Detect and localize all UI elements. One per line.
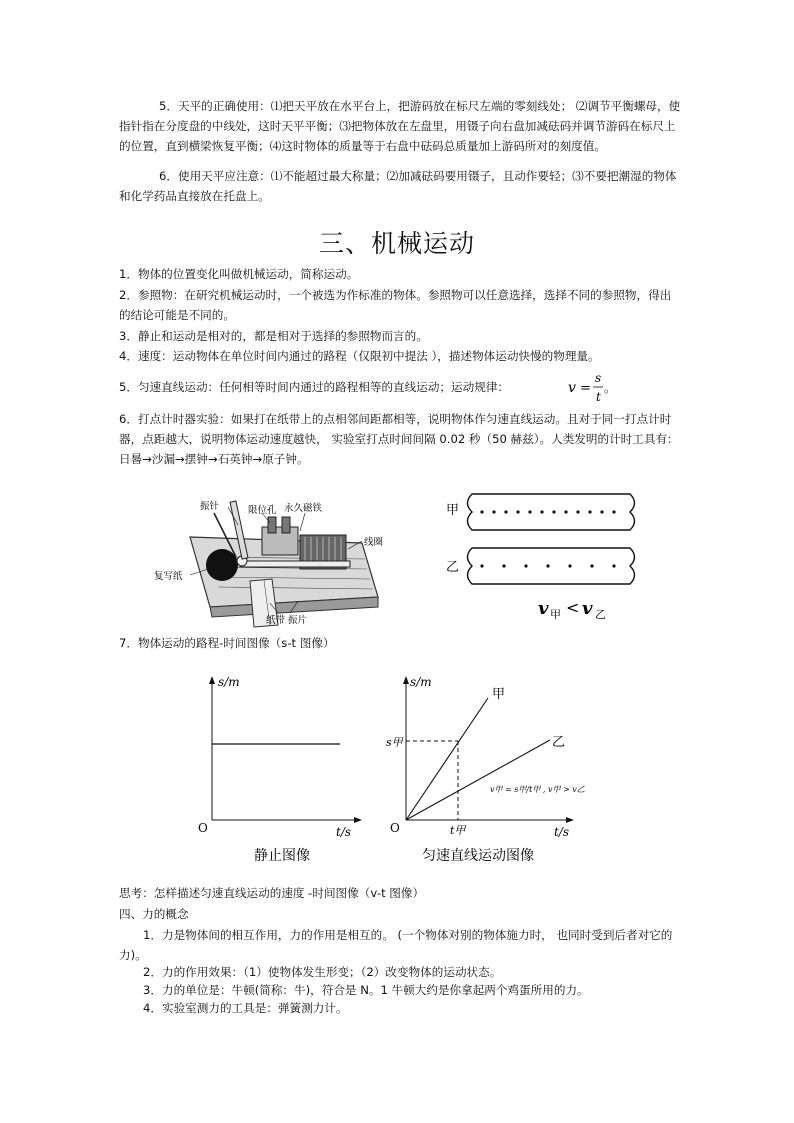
speed-formula (564, 370, 624, 410)
static-x-arrow (354, 817, 362, 823)
uniform-origin: O (390, 821, 400, 835)
paragraph-mechanical-motion: 1．物体的位置变化叫做机械运动，简称运动。 (119, 267, 359, 281)
section-title-force: 四、力的概念 (119, 907, 189, 921)
tape-yi (468, 548, 635, 584)
paragraph-reference-object: 2．参照物：在研究机械运动时，一个被选为作标准的物体。参照物可以任意选择，选择不同的参照物，得出的结论可能是不同的。 (119, 288, 672, 322)
uniform-caption: 匀速直线运动图像 (422, 848, 534, 864)
tape-compare-v2: v (582, 598, 593, 619)
formula-s: s (595, 371, 602, 385)
paragraph-relative-motion: 3．静止和运动是相对的，都是相对于选择的参照物而言的。 (119, 329, 428, 343)
label-paper-tape: 纸带 (266, 615, 286, 626)
tape-compare-sub1: 甲 (550, 608, 561, 621)
uniform-xlabel: t/s (554, 825, 570, 839)
static-ylabel: s/m (218, 675, 240, 689)
tape-label-jia: 甲 (446, 503, 460, 518)
uniform-st-graph (380, 670, 600, 870)
paragraph-st-graph: 7．物体运动的路程-时间图像（s-t 图像） (119, 636, 335, 650)
formula-t: t (596, 390, 601, 404)
mark-t-jia: t甲 (450, 824, 466, 837)
section-title-mechanical-motion: 三、机械运动 (318, 229, 475, 258)
static-caption: 静止图像 (254, 848, 310, 864)
paragraph-speed: 4．速度：运动物体在单位时间内通过的路程（仅限初中提法 ），描述物体运动快慢的物理量。 (119, 349, 600, 363)
label-limit-hole: 限位孔 (248, 505, 277, 516)
balance-notes-paragraph: 6．使用天平应注意：⑴不能超过最大称量；⑵加减砝码要用镊子，且动作要轻；⑶不要把潮湿的物体和化学药品直接放在托盘上。 (119, 169, 677, 203)
tape-label-yi: 乙 (446, 560, 460, 575)
paragraph-uniform-motion: 5．匀速直线运动：任何相等时间内通过的路程相等的直线运动；运动规律： (119, 380, 509, 394)
paragraph-force-interaction: 1．力是物体间的相互作用，力的作用是相互的。 (一个物体对别的物体施力时， 也同时受到后者对它的力)。 (119, 928, 673, 962)
balance-usage-paragraph: 5．天平的正确使用：⑴把天平放在水平台上，把游码放在标尺左端的零刻线处； ⑵调节平衡螺母，使指针指在分度盘的中线处，这时天平平衡；⑶把物体放在左盘里，用镊子向右盘加减砝码并调节游码在标尺上的位置，直到横梁恢复平衡；⑷这时物体的质量等于右盘中砝码总质量加上游码所对的刻度值。 (119, 99, 681, 153)
label-vibrating-needle: 振针 (200, 501, 220, 512)
formula-v: v (568, 380, 576, 396)
uniform-formula: v甲 = s甲/t甲 , v甲 > v乙 (490, 785, 585, 794)
uniform-x-arrow (566, 817, 574, 823)
formula-eq: = (580, 381, 591, 396)
static-origin: O (198, 821, 208, 835)
label-coil: 线圈 (364, 537, 384, 548)
label-carbon-paper: 复写纸 (154, 571, 183, 582)
formula-end: 。 (604, 381, 617, 395)
label-permanent-magnet: 永久磁铁 (284, 503, 323, 514)
paragraph-ticker-timer: 6．打点计时器实验：如果打在纸带上的点相邻间距都相等，说明物体作匀速直线运动。且对于同一打点计时器，点距越大，说明物体运动速度越快， 实验室打点时间间隔 0.02 秒（50 赫兹）。人类发明的计时工具有：日晷→沙漏→摆钟→石英钟→原子钟。 (119, 412, 679, 466)
paragraph-force-unit: 3．力的单位是：牛顿(简称：牛)，符合是 N。1 牛顿大约是你拿起两个鸡蛋所用的力。 (143, 983, 589, 997)
static-y-arrow (209, 676, 215, 684)
uniform-ylabel: s/m (410, 675, 432, 689)
paragraph-think-vt: 思考：怎样描述匀速直线运动的速度 -时间图像（v-t 图像） (119, 886, 425, 900)
tape-compare-v1: v (538, 598, 549, 619)
mark-s-jia: s甲 (386, 736, 403, 749)
ticker-timer-illustration (150, 495, 390, 630)
label-vibrating-plate: 振片 (288, 615, 308, 626)
paragraph-force-effect: 2．力的作用效果：（1）使物体发生形变；（2）改变物体的运动状态。 (143, 965, 502, 979)
tape-compare-op: < (566, 598, 580, 617)
line-yi (406, 740, 550, 820)
static-xlabel: t/s (336, 825, 352, 839)
paragraph-force-tool: 4．实验室测力的工具是：弹簧测力计。 (143, 1001, 348, 1015)
line-jia (406, 698, 488, 820)
static-st-graph (190, 670, 380, 870)
paper-tapes-illustration (440, 488, 640, 628)
tape-compare-sub2: 乙 (595, 608, 606, 621)
uniform-y-arrow (403, 676, 409, 684)
label-line-jia: 甲 (492, 687, 506, 702)
label-line-yi: 乙 (552, 735, 566, 750)
